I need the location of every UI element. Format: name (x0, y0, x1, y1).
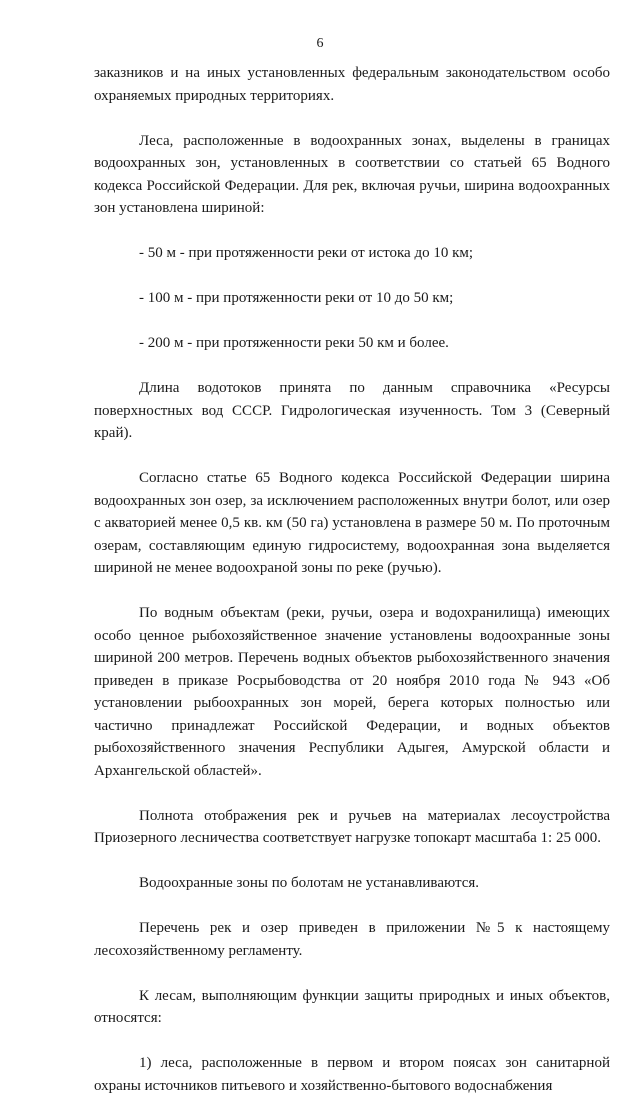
list-item-100m: - 100 м - при протяженности реки от 10 до 50 км; (139, 290, 454, 306)
paragraph-watercourse-length: Длина водотоков принята по данным справочника «Ресурсы поверхностных вод СССР. Гидрологическая изученность. Том 3 (Северный край). (94, 380, 610, 441)
paragraph-reserves-continuation: заказников и на иных установленных федеральным законодательством особо охраняемых природных территориях. (94, 65, 610, 104)
list-item-50m: - 50 м - при протяженности реки от истока до 10 км; (139, 245, 474, 261)
paragraph-protective-forests: К лесам, выполняющим функции защиты природных и иных объектов, относятся: (94, 987, 610, 1026)
page-number: 6 (316, 36, 324, 51)
paragraph-appendix-reference: Перечень рек и озер приведен в приложении №5 к настоящему лесохозяйственному регламенту. (94, 920, 610, 959)
paragraph-lake-zones: Согласно статье 65 Водного кодекса Российской Федерации ширина водоохранных зон озер, за исключением расположенных внутри болот, или озер с акваторией менее 0,5 кв. км (50 га) установлена в размере 50 м. По проточным озерам, составляющим единую гидросистему, водоохранная зона выделяется шириной не менее водоохраной зоны по реке (ручью). (94, 470, 610, 576)
paragraph-fishery-zones: По водным объектам (реки, ручьи, озера и водохранилища) имеющих особо ценное рыбохозяйственное значение установлены водоохранные зоны шириной 200 метров. Перечень водных объектов рыбохозяйственного значения приведен в приказе Росрыбоводства от 20 ноября 2010 года № 943 «Об установлении рыбоохранных зон морей, берега которых полностью или частично принадлежат Российской Федерации, и водных объектов рыбохозяйственного значения Республики Адыгея, Амурской области и Архангельской областей». (94, 605, 610, 779)
paragraph-map-completeness: Полнота отображения рек и ручьев на материалах лесоустройства Приозерного лесничества соответствует нагрузке топокарт масштаба 1: 25 000. (94, 807, 610, 846)
list-item-200m: - 200 м - при протяженности реки 50 км и более. (139, 335, 449, 351)
paragraph-swamps: Водоохранные зоны по болотам не устанавливаются. (139, 875, 480, 891)
list-item-sanitary-zones: 1) леса, расположенные в первом и втором поясах зон санитарной охраны источников питьевого и хозяйственно-бытового водоснабжения (94, 1055, 610, 1094)
document-body (94, 62, 610, 1120)
paragraph-water-protection-zones: Леса, расположенные в водоохранных зонах, выделены в границах водоохранных зон, установленных в соответствии со статьей 65 Водного кодекса Российской Федерации. Для рек, включая ручьи, ширина водоохранных зон установлена шириной: (94, 132, 610, 216)
